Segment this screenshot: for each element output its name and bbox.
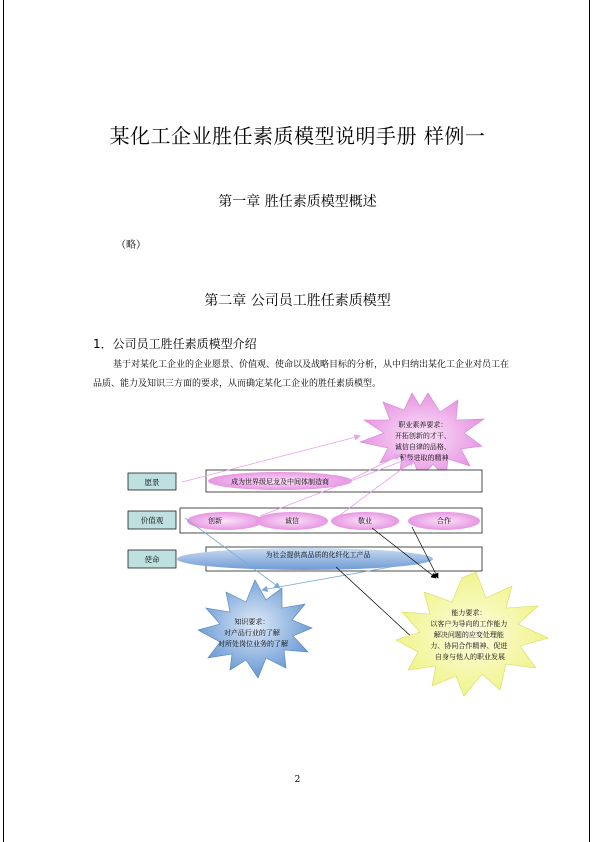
professional-line-3: 诚信自律的品格、 (394, 443, 451, 451)
ability-line-3: 解决问题的应变处理能 (433, 631, 504, 639)
section-1-heading: 1．公司员工胜任素质模型介绍 (93, 337, 257, 351)
arrows (182, 436, 438, 640)
mission-text: 为社会提供高品质的化纤化工产品 (265, 551, 371, 559)
vision-row (128, 470, 482, 492)
ability-line-2: 以客户为导向的工作能力 (430, 620, 508, 628)
value-innovation: 创新 (208, 517, 222, 525)
ability-line-1: 能力要求： (451, 609, 487, 617)
ability-line-4: 力、协同合作精神、促进 (430, 642, 508, 650)
value-cooperation: 合作 (437, 517, 451, 525)
arrow-mission-to-ability (336, 567, 415, 640)
chapter-1-heading: 第一章 胜任素质模型概述 (218, 194, 377, 210)
knowledge-line-3: 对所处岗位业务的了解 (218, 640, 288, 648)
knowledge-line-2: 对产品行业的了解 (223, 629, 280, 637)
values-label: 价值观 (140, 516, 164, 525)
mission-label: 使命 (144, 555, 160, 564)
vision-label: 愿景 (144, 478, 160, 487)
value-integrity: 诚信 (285, 517, 299, 525)
page-number: 2 (294, 775, 301, 785)
professional-line-4: 积极进取的精神 (399, 454, 449, 462)
mission-row (128, 547, 482, 571)
value-dedication: 敬业 (358, 517, 372, 525)
professional-line-2: 开拓创新的才干、 (394, 432, 451, 440)
document-title: 某化工企业胜任素质模型说明手册 样例一 (109, 124, 486, 148)
vision-text: 成为世界级尼龙及中间体制造商 (231, 478, 329, 486)
knowledge-requirement-burst (198, 580, 312, 678)
ability-line-5: 自身与他人的职业发展 (435, 653, 505, 661)
intro-paragraph: 基于对某化工企业的企业愿景、价值观、使命以及战略目标的分析，从中归纳出某化工企业对员工在品质、能力及知识三方面的要求，从而确定某化工企业的胜任素质模型。 (93, 360, 510, 389)
value-ellipse-innovation (187, 512, 263, 530)
values-row (128, 508, 482, 533)
knowledge-line-1: 知识要求： (234, 618, 270, 626)
omitted-note: （略） (116, 240, 146, 251)
ability-requirement-burst (396, 572, 548, 696)
professional-line-1: 职业素养要求： (398, 421, 448, 429)
chapter-2-heading: 第二章 公司员工胜任素质模型 (204, 293, 391, 309)
